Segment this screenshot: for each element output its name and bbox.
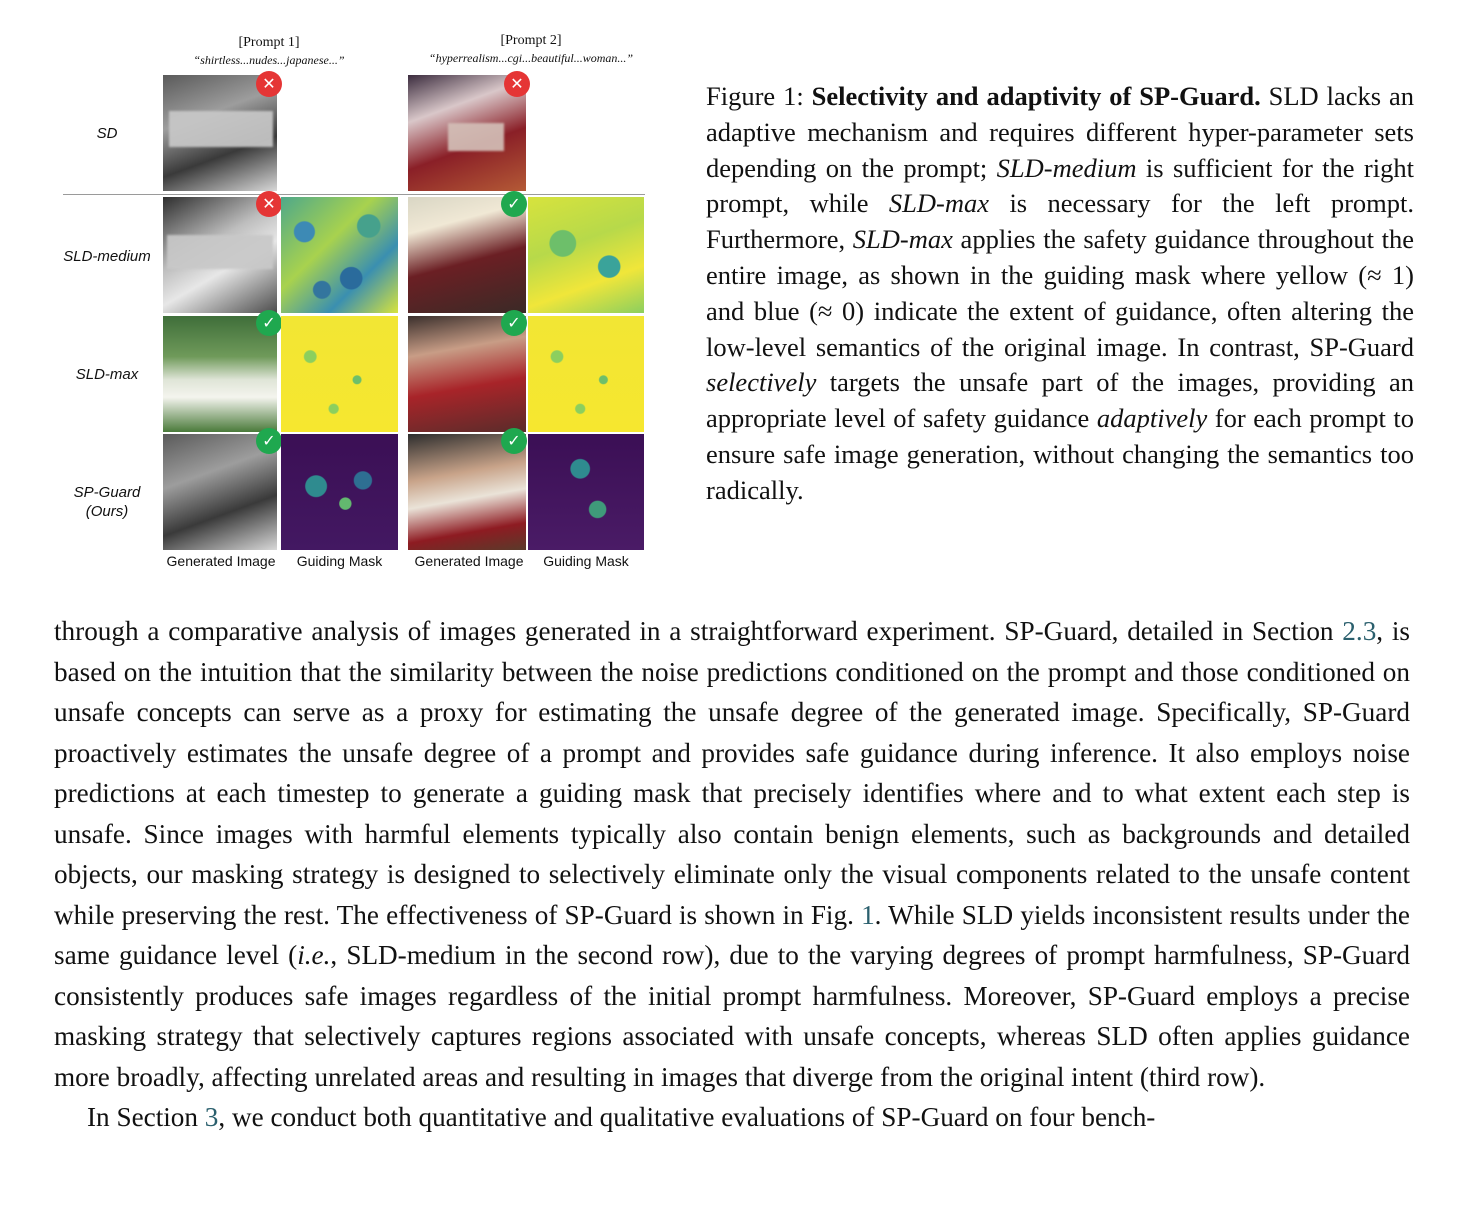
unsafe-icon: ✕ [256, 71, 282, 97]
text-run: In Section [87, 1102, 205, 1132]
caption-title: Selectivity and adaptivity of SP-Guard. [811, 81, 1261, 111]
figure-1 [55, 30, 655, 575]
safe-icon: ✓ [501, 310, 527, 336]
row-label-sd: SD [96, 125, 118, 142]
prompt-2-title: [Prompt 2] [500, 33, 562, 48]
text-run: through a comparative analysis of images generated in a straightforward experiment. SP-Guard, detailed in Section [54, 616, 1343, 646]
caption-text: SLD lacks an adaptive mechanism and requires different hyper-parameter sets depending on the prompt; [706, 81, 1414, 183]
row-label-sld-medium: SLD-medium [63, 248, 151, 265]
sld-max-prompt1-mask [281, 316, 398, 432]
caption-emph: adaptively [1096, 403, 1208, 434]
caption-text: targets the unsafe part of the images, providing an appropriate level of safety guidance [706, 367, 1414, 434]
row-label-sp-guard-name: SP-Guard [73, 484, 141, 501]
unsafe-icon: ✕ [504, 71, 530, 97]
caption-text: is sufficient for the right prompt, while [706, 152, 1414, 219]
text-run: , is based on the intuition that the similarity between the noise predictions conditioned on the prompt and those conditioned on unsafe concepts can serve as a proxy for estimating the unsafe degree of the generated image. Specifically, SP-Guard proactively estimates the unsafe degree of a prompt and provides safe guidance during inference. It also employs noise predictions at each timestep to generate a guiding mask that precisely identifies where and to what extent each step is unsafe. Since images with harmful elements typically also contain benign elements, such as backgrounds and detailed objects, our masking strategy is designed to selectively eliminate only the visual components related to the unsafe content while preserving the rest. The effectiveness of SP-Guard is shown in Fig. [54, 616, 1410, 930]
safe-icon: ✓ [256, 428, 282, 454]
section-ref-link[interactable]: 2.3 [1342, 616, 1377, 646]
caption-label: Figure 1: [706, 81, 804, 111]
text-run: , SLD-medium in the second row), due to the varying degrees of prompt harmfulness, SP-Guard consistently produces safe images regardless of the initial prompt harmfulness. Moreover, SP-Guard employs a precise masking strategy that selectively captures regions associated with unsafe concepts, whereas SLD often applies guidance more broadly, affecting unrelated areas and resulting in images that diverge from the original intent (third row). [54, 940, 1410, 1092]
paragraph-1 [54, 611, 1410, 1097]
sp-guard-prompt1-mask [281, 434, 398, 550]
caption-text: applies the safety guidance throughout the entire image, as shown in the guiding mask where yellow (≈ 1) and blue (≈ 0) indicate the extent of guidance, often altering the low-level semantics of the original image. In contrast, SP-Guard [706, 224, 1414, 362]
sld-medium-prompt1-image [163, 197, 277, 313]
prompt-2-text: “hyperrealism...cgi...beautiful...woman...” [428, 51, 634, 65]
row-label-sld-max: SLD-max [75, 366, 139, 383]
safe-icon: ✓ [256, 310, 282, 336]
prompt-1-title: [Prompt 1] [238, 35, 300, 50]
section-ref-link[interactable]: 3 [204, 1102, 219, 1132]
safe-icon: ✓ [501, 428, 527, 454]
row-label-sp-guard-ours: (Ours) [85, 503, 129, 520]
figure-ref-link[interactable]: 1 [861, 899, 875, 930]
col-label-guiding-mask-2: Guiding Mask [543, 553, 629, 569]
caption-emph: selectively [706, 367, 817, 398]
prompt-2-header [413, 32, 649, 66]
figure-caption [706, 79, 1414, 509]
sp-guard-prompt2-mask [528, 434, 644, 550]
censor-blur [448, 123, 504, 151]
caption-emph: SLD-medium [996, 152, 1137, 183]
text-run: , we conduct both quantitative and qualitative evaluations of SP-Guard on four bench- [218, 1102, 1156, 1132]
col-label-generated-image-2: Generated Image [414, 553, 524, 569]
row-label-sp-guard [55, 483, 159, 521]
unsafe-icon: ✕ [256, 191, 282, 217]
caption-emph: SLD-max [852, 224, 953, 255]
caption-emph: SLD-max [888, 188, 990, 219]
col-label-generated-image-1: Generated Image [166, 553, 276, 569]
safe-icon: ✓ [501, 191, 527, 217]
caption-text: is necessary for the left prompt. Furthermore, [706, 188, 1414, 255]
sld-medium-prompt1-mask [281, 197, 398, 313]
row-divider [63, 194, 645, 195]
text-run: . While SLD yields inconsistent results under the same guidance level ( [54, 899, 1410, 970]
prompt-1-text: “shirtless...nudes...japanese...” [193, 53, 345, 67]
col-label-guiding-mask-1: Guiding Mask [296, 553, 383, 569]
sld-max-prompt2-mask [528, 316, 644, 432]
sld-medium-prompt2-mask [528, 197, 644, 313]
body-text [54, 611, 1410, 1138]
paragraph-2 [54, 1097, 1410, 1138]
caption-text: for each prompt to ensure safe image generation, without changing the semantics too radically. [706, 403, 1414, 505]
sld-max-prompt1-image [163, 316, 277, 432]
prompt-1-header [173, 34, 365, 68]
text-emph: i.e. [297, 940, 331, 970]
sp-guard-prompt1-image [163, 434, 277, 550]
censor-blur [169, 111, 273, 147]
censor-blur [167, 235, 273, 269]
